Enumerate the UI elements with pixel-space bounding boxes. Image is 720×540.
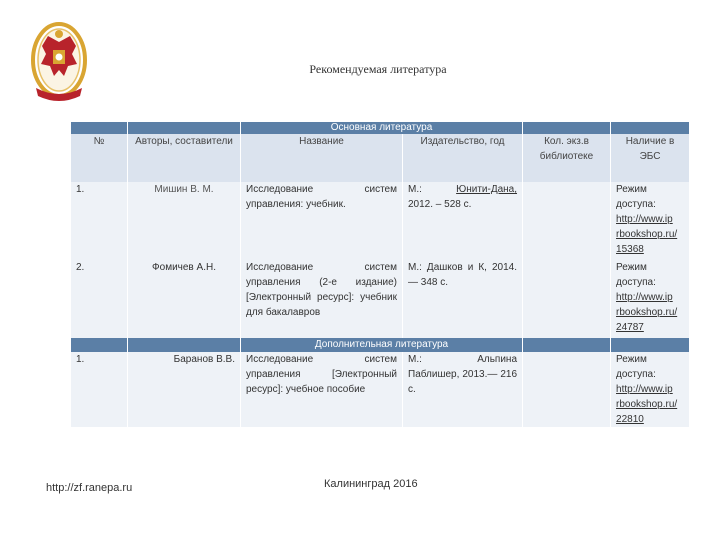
row-authors: Фомичев А.Н. [128, 260, 241, 338]
row-copies [523, 260, 611, 338]
row-num: 1. [71, 182, 128, 260]
table-row [71, 182, 690, 260]
row-publisher [403, 182, 523, 260]
row-ebs-link[interactable]: http://www.ip rbookshop.ru/ 24787 [616, 292, 678, 333]
row-num: 2. [71, 260, 128, 338]
row-ebs [611, 182, 690, 260]
row-publisher-year: 2012. – 528 с. [408, 199, 472, 210]
col-publisher-header: Издательство, год [403, 134, 523, 182]
row-publisher: М.: Альпина Паблишер, 2013.— 216 с. [403, 352, 523, 427]
row-ebs-link[interactable]: http://www.ip rbookshop.ru/ 15368 [616, 214, 678, 255]
table-row [71, 260, 690, 338]
section-additional-title: Дополнительная литература [241, 338, 523, 352]
row-authors: Баранов В.В. [128, 352, 241, 427]
col-authors-header: Авторы, составители [128, 134, 241, 182]
row-authors: Мишин В. М. [128, 182, 241, 260]
row-copies [523, 352, 611, 427]
section-additional-band [71, 338, 690, 352]
row-name: Исследование систем управления (2-е издание) [Электронный ресурс]: учебник для бакалавров [241, 260, 403, 338]
row-ebs [611, 352, 690, 427]
row-name: Исследование систем управления [Электронный ресурс]: учебное пособие [241, 352, 403, 427]
footer-city-year: Калининград 2016 [324, 478, 418, 490]
row-name-line2: управления: учебник. [246, 199, 346, 210]
row-ebs-mode: Режим доступа: [616, 262, 656, 288]
footer-url[interactable]: http://zf.ranepa.ru [46, 482, 133, 494]
row-publisher-city: М.: [408, 184, 422, 195]
row-name-line1: Исследование систем [246, 184, 397, 195]
col-name-header: Название [241, 134, 403, 182]
page-title: Рекомендуемая литература [309, 62, 447, 76]
table-header-row [71, 134, 690, 182]
col-ebs-header: Наличие в ЭБС [611, 134, 690, 182]
row-name [241, 182, 403, 260]
row-ebs [611, 260, 690, 338]
row-publisher-link[interactable]: Юнити-Дана, [456, 184, 518, 195]
section-main-band [71, 122, 690, 134]
row-publisher: М.: Дашков и К, 2014. — 348 с. [403, 260, 523, 338]
col-copies-header: Кол. экз.в библиотеке [523, 134, 611, 182]
col-num-header: № [71, 134, 128, 182]
section-main-title: Основная литература [241, 122, 523, 134]
table-row [71, 352, 690, 427]
row-ebs-mode: Режим доступа: [616, 354, 656, 380]
row-ebs-link[interactable]: http://www.ip rbookshop.ru/ 22810 [616, 384, 678, 425]
literature-table [70, 122, 690, 427]
row-num: 1. [71, 352, 128, 427]
row-copies [523, 182, 611, 260]
row-ebs-mode: Режим доступа: [616, 184, 656, 210]
